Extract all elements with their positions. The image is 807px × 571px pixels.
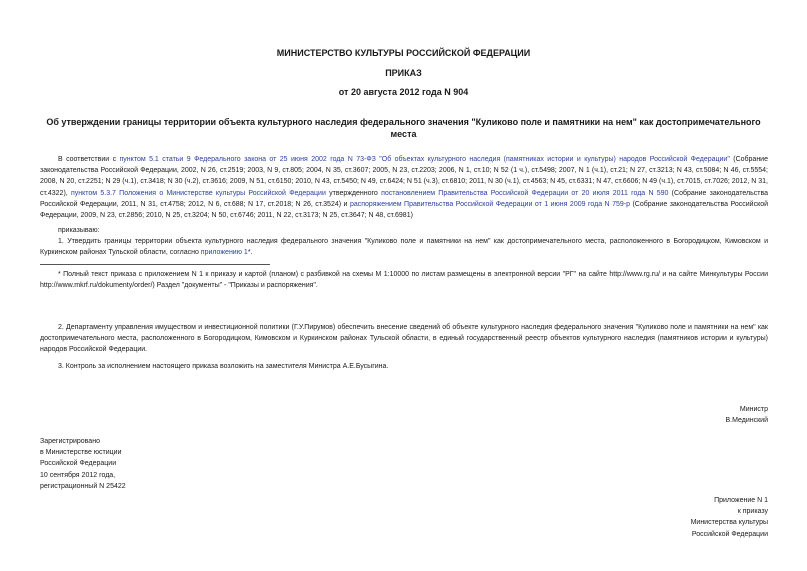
registration-line: Зарегистрировано [40,438,100,445]
signature-name: В.Мединский [725,417,768,425]
appendix-line: Приложение N 1 [714,497,768,504]
appendix-1-link[interactable]: приложению 1 [200,249,248,257]
preamble-text-1: В соответствии с [58,156,120,163]
ministry-heading: МИНИСТЕРСТВО КУЛЬТУРЫ РОССИЙСКОЙ ФЕДЕРАЦИИ [276,48,531,58]
item-1-text: 1. Утвердить границы территории объекта культурного наследия федерального значения "Куликово поле и памятники на нем" как достопримечательного места, расположенного в Богородицком, Кимовском и Куркинском районах Тульской области, согласно [40,238,768,257]
appendix-line: Российской Федерации [691,530,768,538]
appendix-line: Министерства культуры [690,519,768,527]
preamble-text-4: (Собрание законодательства Российской Федерации, 2011, N 31, ст.4758; 2012, N 6, ст.688; N 17, ст.2018; N 26, ст.3524) и [40,189,769,208]
order-759r-link[interactable]: распоряжением Правительства Российской Федерации от 1 июня 2009 года N 759-р [349,200,630,208]
item-1-paragraph [40,236,768,258]
appendix-block [691,495,768,540]
document-type: ПРИКАЗ [385,68,422,78]
regulation-5-3-7-link[interactable]: пунктом 5.3.7 Положения о Министерстве культуры Российской Федерации [70,189,326,197]
registration-line: 10 сентября 2012 года, [40,471,116,479]
footnote-text: * Полный текст приказа с приложением N 1 к приказу и картой (планом) с разбивкой на схемы М 1:10000 по листам размещены в электронной версии "РГ" на сайте http://www.rg.ru/ и на сайте Минкультуры России http://www.mkrf.ru/dokumenty/order/) Раздел "документы" - "Приказы и распоряжения". [40,271,768,290]
registration-line: в Министерстве юстиции [40,449,122,457]
law-73fz-link[interactable]: пунктом 5.1 статьи 9 Федерального закона от 25 июня 2002 года N 73-ФЗ "Об объектах культурного наследия (памятниках истории и культуры) народов Российской Федерации" [119,156,730,163]
document-date-number: от 20 августа 2012 года N 904 [338,87,469,97]
signature-position: Министр [739,406,768,413]
preamble-text-2: (Собрание законодательства Российской Федерации, 2002, N 26, ст.2519; 2003, N 9, ст.805; 2004, N 35, ст.3607; 2005, N 23, ст.2203; 2006, N 1, ст.10; N 52 (1 ч.), ст.5498; 2007, N 1 (ч.1), ст.21; N 27, ст.3213; N 43, ст.5084; N 46, ст.5554; 2008, N 20, ст.2251; N 29 (ч.1), ст.3418; N 30 (ч.2), ст.3616; 2009, N 51, ст.6150; 2010, N 43, ст.5450; N 49, ст.6424; N 51 (ч.3), ст.6810; 2011, N 30 (ч.1), ст.4563; N 45, ст.6331; N 47, ст.6606; N 49 (ч.1), ст.7015, ст.7026; 2012, N 31, ст.4322), [40,156,768,197]
prikazyvayu-label: приказываю: [58,227,100,234]
document-title: Об утверждении границы территории объекта культурного наследия федерального значения "Куликово поле и памятники на нем" как достопримечательного места [46,117,761,139]
registration-block [40,436,126,492]
signature-block [725,404,768,426]
resolution-590-link[interactable]: постановлением Правительства Российской Федерации от 20 июля 2011 года N 590 [381,189,669,197]
preamble-text-5: (Собрание законодательства Российской Федерации, 2009, N 23, ст.2856; 2010, N 25, ст.3204; N 50, ст.6746; 2011, N 22, ст.3173; N 25, ст.3647; N 48, ст.6981) [40,200,769,220]
preamble-text-3: утвержденного [325,189,382,197]
registration-line: Российской Федерации [40,460,117,468]
footnote-divider [40,264,270,265]
item-1-suffix: *. [247,249,253,257]
item-2-paragraph: 2. Департаменту управления имуществом и инвестиционной политики (Г.У.Пирумов) обеспечить внесение сведений об объекте культурного наследия федерального значения "Куликово поле и памятники на нем" как достопримечательного места, расположенного в Богородицком, Кимовском и Куркинском районах Тульской области, в единый государственный реестр объектов культурного наследия (памятников истории и культуры) народов Российской Федерации. [40,324,768,354]
appendix-line: к приказу [737,508,768,516]
registration-line: регистрационный N 25422 [40,482,126,490]
preamble-paragraph [40,154,768,221]
item-3-paragraph: 3. Контроль за исполнением настоящего приказа возложить на заместителя Министра А.Е.Бусыгина. [58,363,389,370]
